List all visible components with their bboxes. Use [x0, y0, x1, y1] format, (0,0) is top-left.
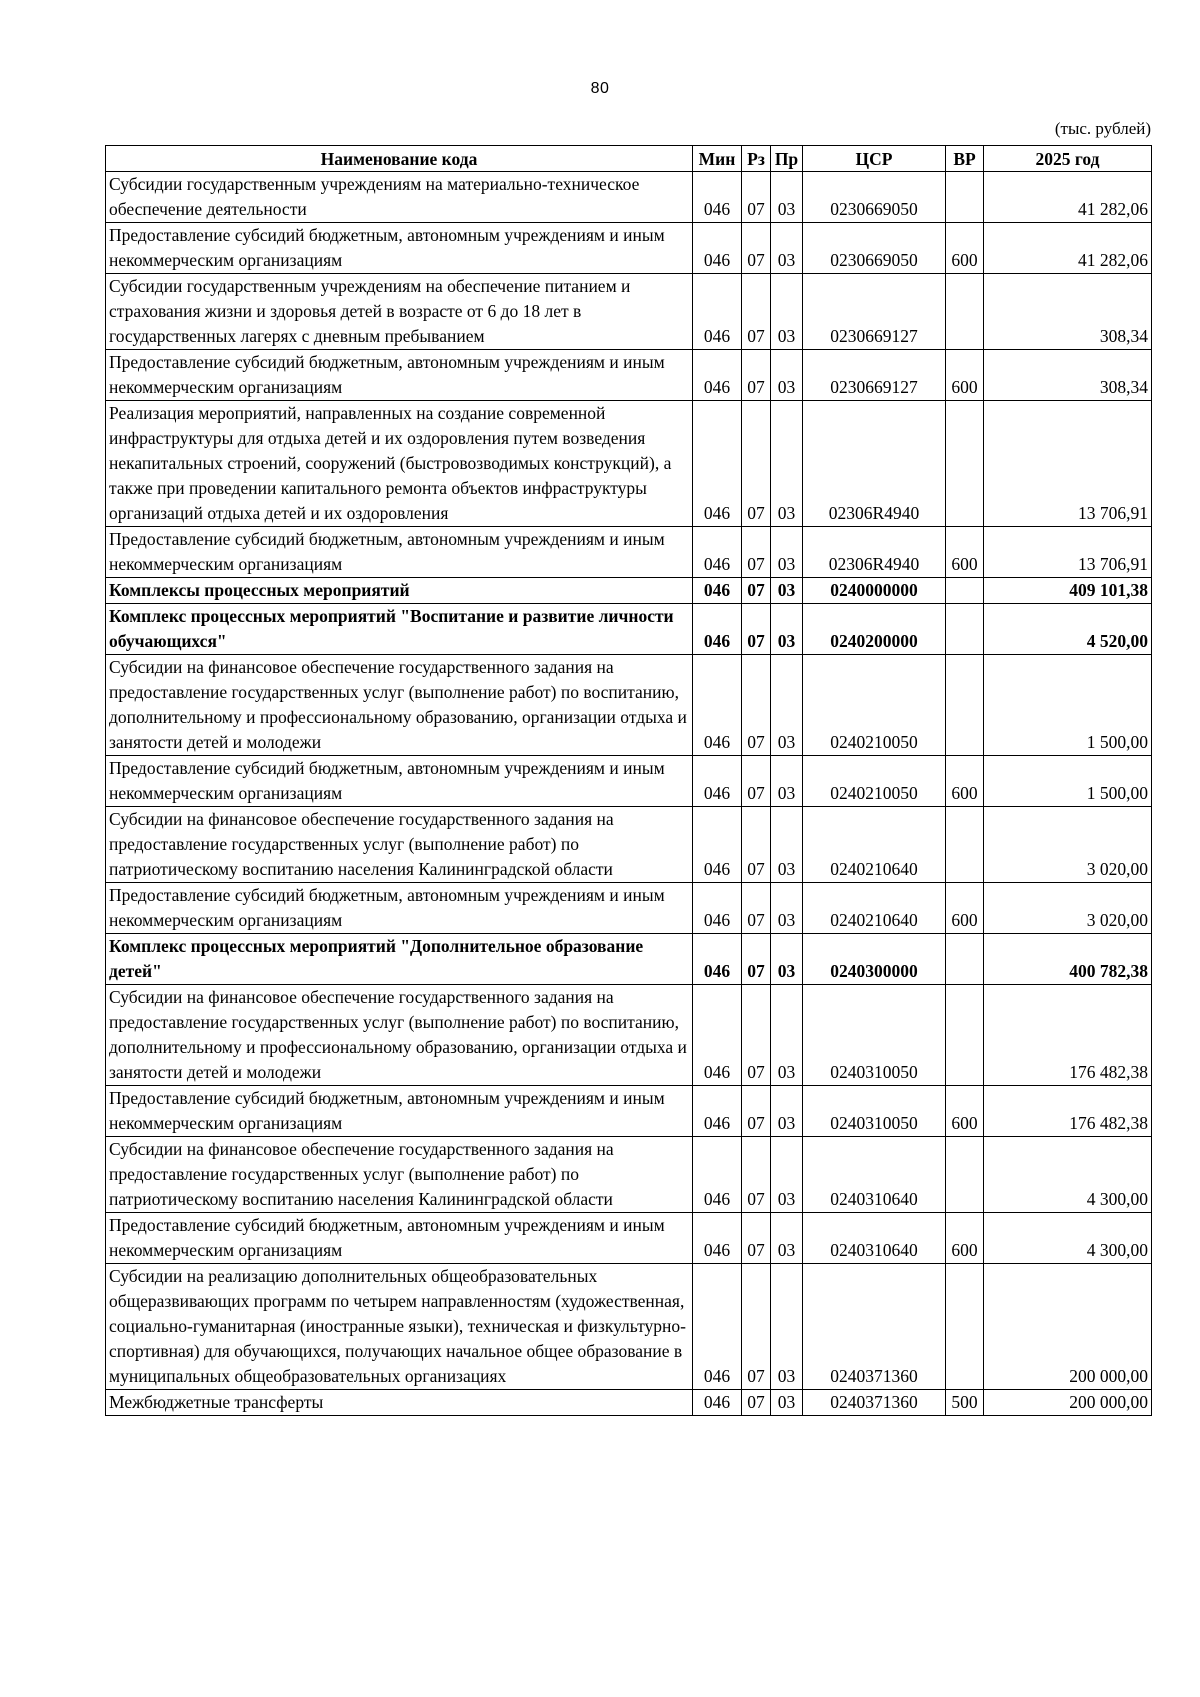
- cell-vr: 600: [946, 350, 984, 401]
- cell-pr: 03: [771, 655, 803, 756]
- cell-amount: 4 300,00: [984, 1137, 1152, 1213]
- header-year: 2025 год: [984, 146, 1152, 172]
- cell-pr: 03: [771, 350, 803, 401]
- table-header-row: [106, 146, 1152, 172]
- cell-pr: 03: [771, 223, 803, 274]
- cell-rz: 07: [742, 807, 771, 883]
- cell-name: Субсидии государственным учреждениям на обеспечение питанием и страхования жизни и здоровья детей в возрасте от 6 до 18 лет в государственных лагерях с дневным пребыванием: [106, 274, 693, 350]
- cell-csr: 0240210640: [803, 883, 946, 934]
- cell-csr: 02306R4940: [803, 527, 946, 578]
- table-row: [106, 985, 1152, 1086]
- cell-min: 046: [693, 604, 742, 655]
- cell-amount: 4 300,00: [984, 1213, 1152, 1264]
- cell-pr: 03: [771, 883, 803, 934]
- cell-vr: [946, 401, 984, 527]
- cell-name: Предоставление субсидий бюджетным, автономным учреждениям и иным некоммерческим организациям: [106, 350, 693, 401]
- cell-rz: 07: [742, 350, 771, 401]
- cell-csr: 0240300000: [803, 934, 946, 985]
- table-row: [106, 1264, 1152, 1390]
- cell-name: Предоставление субсидий бюджетным, автономным учреждениям и иным некоммерческим организациям: [106, 1086, 693, 1137]
- cell-rz: 07: [742, 1137, 771, 1213]
- cell-pr: 03: [771, 172, 803, 223]
- cell-name: Комплекс процессных мероприятий "Дополнительное образование детей": [106, 934, 693, 985]
- cell-rz: 07: [742, 1390, 771, 1416]
- cell-rz: 07: [742, 1264, 771, 1390]
- header-csr: ЦСР: [803, 146, 946, 172]
- table-row: [106, 1390, 1152, 1416]
- cell-csr: 0240210050: [803, 655, 946, 756]
- cell-min: 046: [693, 1264, 742, 1390]
- cell-pr: 03: [771, 604, 803, 655]
- cell-amount: 200 000,00: [984, 1390, 1152, 1416]
- cell-amount: 400 782,38: [984, 934, 1152, 985]
- cell-amount: 1 500,00: [984, 655, 1152, 756]
- cell-amount: 4 520,00: [984, 604, 1152, 655]
- cell-rz: 07: [742, 934, 771, 985]
- table-row: [106, 1213, 1152, 1264]
- table-row: [106, 655, 1152, 756]
- cell-pr: 03: [771, 527, 803, 578]
- header-pr: Пр: [771, 146, 803, 172]
- cell-min: 046: [693, 1137, 742, 1213]
- cell-pr: 03: [771, 934, 803, 985]
- cell-name: Субсидии государственным учреждениям на материально-техническое обеспечение деятельности: [106, 172, 693, 223]
- cell-csr: 0230669127: [803, 274, 946, 350]
- cell-pr: 03: [771, 578, 803, 604]
- cell-csr: 0240371360: [803, 1390, 946, 1416]
- cell-rz: 07: [742, 223, 771, 274]
- cell-name: Субсидии на реализацию дополнительных общеобразовательных общеразвивающих программ по четырем направленностям (художественная, социально-гуманитарная (иностранные языки), техническая и физкультурно-спортивная) для обучающихся, получающих начальное общее образование в муниципальных общеобразовательных организациях: [106, 1264, 693, 1390]
- cell-name: Субсидии на финансовое обеспечение государственного задания на предоставление государственных услуг (выполнение работ) по воспитанию, дополнительному и профессиональному образованию, организации отдыха и занятости детей и молодежи: [106, 655, 693, 756]
- cell-vr: [946, 274, 984, 350]
- cell-pr: 03: [771, 985, 803, 1086]
- cell-min: 046: [693, 527, 742, 578]
- cell-name: Комплексы процессных мероприятий: [106, 578, 693, 604]
- cell-rz: 07: [742, 655, 771, 756]
- cell-vr: 600: [946, 1213, 984, 1264]
- cell-name: Предоставление субсидий бюджетным, автономным учреждениям и иным некоммерческим организациям: [106, 223, 693, 274]
- header-name: Наименование кода: [106, 146, 693, 172]
- cell-csr: 0240310640: [803, 1213, 946, 1264]
- cell-name: Реализация мероприятий, направленных на создание современной инфраструктуры для отдыха детей и их оздоровления путем возведения некапитальных строений, сооружений (быстровозводимых конструкций), а также при проведении капитального ремонта объектов инфраструктуры организаций отдыха детей и их оздоровления: [106, 401, 693, 527]
- cell-rz: 07: [742, 985, 771, 1086]
- table-row: [106, 578, 1152, 604]
- cell-min: 046: [693, 223, 742, 274]
- cell-min: 046: [693, 756, 742, 807]
- cell-csr: 0240310050: [803, 985, 946, 1086]
- cell-amount: 176 482,38: [984, 985, 1152, 1086]
- cell-name: Субсидии на финансовое обеспечение государственного задания на предоставление государственных услуг (выполнение работ) по воспитанию, дополнительному и профессиональному образованию, организации отдыха и занятости детей и молодежи: [106, 985, 693, 1086]
- header-vr: ВР: [946, 146, 984, 172]
- cell-csr: 0240310640: [803, 1137, 946, 1213]
- cell-amount: 409 101,38: [984, 578, 1152, 604]
- table-row: [106, 350, 1152, 401]
- budget-table: [105, 145, 1152, 1416]
- cell-min: 046: [693, 578, 742, 604]
- table-row: [106, 756, 1152, 807]
- cell-csr: 0240210640: [803, 807, 946, 883]
- cell-csr: 0230669127: [803, 350, 946, 401]
- cell-csr: 0240200000: [803, 604, 946, 655]
- table-row: [106, 604, 1152, 655]
- cell-pr: 03: [771, 1390, 803, 1416]
- cell-csr: 02306R4940: [803, 401, 946, 527]
- cell-vr: 600: [946, 883, 984, 934]
- cell-rz: 07: [742, 172, 771, 223]
- cell-rz: 07: [742, 527, 771, 578]
- table-row: [106, 172, 1152, 223]
- cell-csr: 0240000000: [803, 578, 946, 604]
- cell-rz: 07: [742, 1213, 771, 1264]
- table-row: [106, 883, 1152, 934]
- cell-min: 046: [693, 274, 742, 350]
- header-min: Мин: [693, 146, 742, 172]
- cell-amount: 176 482,38: [984, 1086, 1152, 1137]
- cell-amount: 200 000,00: [984, 1264, 1152, 1390]
- cell-vr: [946, 985, 984, 1086]
- table-row: [106, 1137, 1152, 1213]
- cell-csr: 0240210050: [803, 756, 946, 807]
- cell-vr: 600: [946, 223, 984, 274]
- cell-vr: [946, 1137, 984, 1213]
- cell-min: 046: [693, 1086, 742, 1137]
- cell-amount: 41 282,06: [984, 223, 1152, 274]
- cell-vr: 600: [946, 756, 984, 807]
- cell-csr: 0240371360: [803, 1264, 946, 1390]
- cell-min: 046: [693, 934, 742, 985]
- cell-vr: 600: [946, 527, 984, 578]
- cell-name: Предоставление субсидий бюджетным, автономным учреждениям и иным некоммерческим организациям: [106, 883, 693, 934]
- cell-pr: 03: [771, 401, 803, 527]
- cell-rz: 07: [742, 604, 771, 655]
- cell-vr: 500: [946, 1390, 984, 1416]
- table-body: [106, 172, 1152, 1416]
- cell-pr: 03: [771, 1213, 803, 1264]
- cell-amount: 3 020,00: [984, 807, 1152, 883]
- cell-min: 046: [693, 350, 742, 401]
- table-row: [106, 401, 1152, 527]
- cell-vr: [946, 934, 984, 985]
- table-row: [106, 527, 1152, 578]
- table-row: [106, 934, 1152, 985]
- table-row: [106, 807, 1152, 883]
- cell-rz: 07: [742, 1086, 771, 1137]
- cell-min: 046: [693, 172, 742, 223]
- cell-vr: [946, 807, 984, 883]
- cell-min: 046: [693, 1213, 742, 1264]
- cell-pr: 03: [771, 274, 803, 350]
- cell-vr: [946, 172, 984, 223]
- cell-pr: 03: [771, 756, 803, 807]
- cell-csr: 0240310050: [803, 1086, 946, 1137]
- cell-csr: 0230669050: [803, 223, 946, 274]
- cell-name: Субсидии на финансовое обеспечение государственного задания на предоставление государственных услуг (выполнение работ) по патриотическому воспитанию населения Калининградской области: [106, 807, 693, 883]
- cell-name: Предоставление субсидий бюджетным, автономным учреждениям и иным некоммерческим организациям: [106, 756, 693, 807]
- cell-min: 046: [693, 655, 742, 756]
- cell-name: Предоставление субсидий бюджетным, автономным учреждениям и иным некоммерческим организациям: [106, 1213, 693, 1264]
- cell-rz: 07: [742, 274, 771, 350]
- units-note: (тыс. рублей): [1054, 119, 1151, 138]
- cell-amount: 13 706,91: [984, 527, 1152, 578]
- page-number: 80: [590, 80, 610, 97]
- cell-csr: 0230669050: [803, 172, 946, 223]
- cell-amount: 41 282,06: [984, 172, 1152, 223]
- cell-min: 046: [693, 1390, 742, 1416]
- cell-name: Субсидии на финансовое обеспечение государственного задания на предоставление государственных услуг (выполнение работ) по патриотическому воспитанию населения Калининградской области: [106, 1137, 693, 1213]
- table-row: [106, 274, 1152, 350]
- cell-pr: 03: [771, 1086, 803, 1137]
- cell-amount: 308,34: [984, 350, 1152, 401]
- cell-min: 046: [693, 401, 742, 527]
- cell-vr: [946, 604, 984, 655]
- table-row: [106, 223, 1152, 274]
- cell-amount: 308,34: [984, 274, 1152, 350]
- cell-vr: [946, 655, 984, 756]
- cell-pr: 03: [771, 807, 803, 883]
- cell-min: 046: [693, 985, 742, 1086]
- cell-pr: 03: [771, 1264, 803, 1390]
- cell-amount: 1 500,00: [984, 756, 1152, 807]
- cell-vr: 600: [946, 1086, 984, 1137]
- cell-rz: 07: [742, 401, 771, 527]
- cell-name: Предоставление субсидий бюджетным, автономным учреждениям и иным некоммерческим организациям: [106, 527, 693, 578]
- cell-rz: 07: [742, 578, 771, 604]
- cell-vr: [946, 1264, 984, 1390]
- cell-min: 046: [693, 807, 742, 883]
- cell-name: Межбюджетные трансферты: [106, 1390, 693, 1416]
- header-rz: Рз: [742, 146, 771, 172]
- table-row: [106, 1086, 1152, 1137]
- cell-min: 046: [693, 883, 742, 934]
- cell-pr: 03: [771, 1137, 803, 1213]
- cell-rz: 07: [742, 883, 771, 934]
- cell-name: Комплекс процессных мероприятий "Воспитание и развитие личности обучающихся": [106, 604, 693, 655]
- cell-amount: 3 020,00: [984, 883, 1152, 934]
- cell-vr: [946, 578, 984, 604]
- cell-rz: 07: [742, 756, 771, 807]
- cell-amount: 13 706,91: [984, 401, 1152, 527]
